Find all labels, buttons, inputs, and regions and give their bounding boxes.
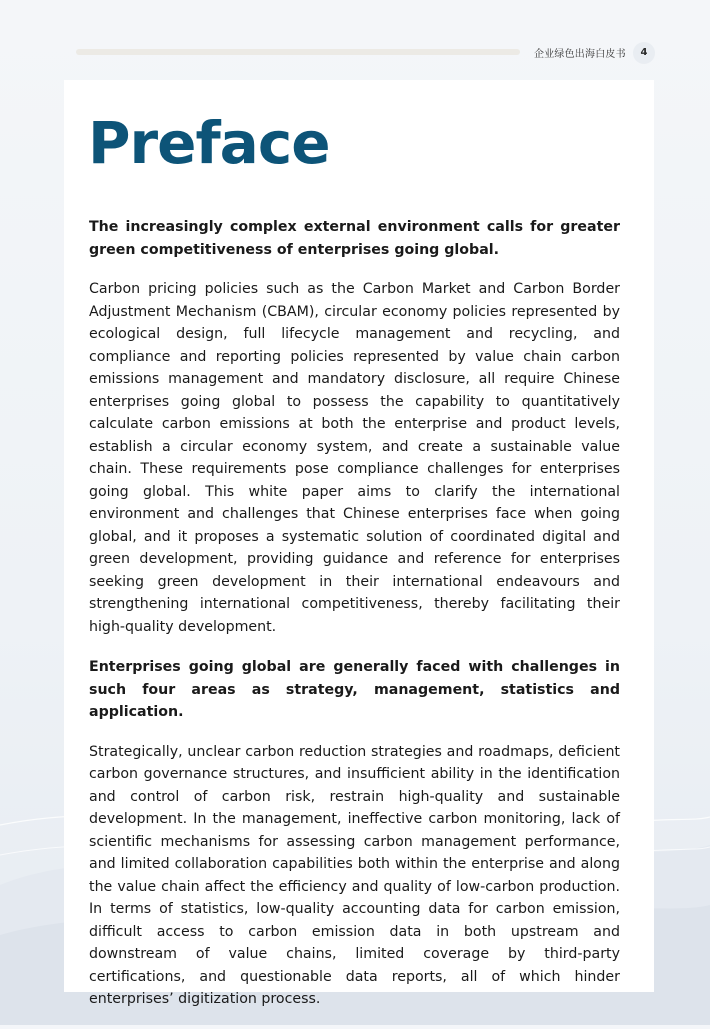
- page-title: Preface: [88, 109, 330, 177]
- section-1-paragraph: Carbon pricing policies such as the Carbon Market and Carbon Border Adjustment Mechanism (CBAM), circular economy policies represented by ecological design, full lifecycle management and recycling, and compliance and reporting policies represented by value chain carbon emissions management and mandatory disclosure, all require Chinese enterprises going global to possess the capability to quantitatively calculate carbon emissions at both the enterprise and product levels, establish a circular economy system, and create a sustainable value chain. These requirements pose compliance challenges for enterprises going global. This white paper aims to clarify the international environment and challenges that Chinese enterprises face when going global, and it proposes a systematic solution of coordinated digital and green development, providing guidance and reference for enterprises seeking green development in their international endeavours and strengthening international competitiveness, thereby facilitating their high-quality development.: [89, 281, 620, 635]
- section-1-heading: The increasingly complex external environment calls for greater green competitiveness of enterprises going global.: [89, 219, 620, 258]
- page-number-badge: 4: [633, 42, 655, 64]
- section-2-paragraph: Strategically, unclear carbon reduction strategies and roadmaps, deficient carbon governance structures, and insufficient ability in the identification and control of carbon risk, restrain high-quality and sustainable development. In the management, ineffective carbon monitoring, lack of scientific mechanisms for assessing carbon management performance, and limited collaboration capabilities both within the enterprise and along the value chain affect the efficiency and quality of low-carbon production. In terms of statistics, low-quality accounting data for carbon emission, difficult access to carbon emission data in both upstream and downstream of value chains, limited coverage by third-party certifications, and questionable data reports, all of which hinder enterprises’ digitization process.: [89, 743, 620, 1007]
- section-2-heading: Enterprises going global are generally faced with challenges in such four areas as strategy, management, statistics and application.: [89, 659, 620, 720]
- header-document-title: 企业绿色出海白皮书: [534, 49, 626, 60]
- header-rule: [76, 49, 520, 55]
- preface-body: [89, 216, 620, 1029]
